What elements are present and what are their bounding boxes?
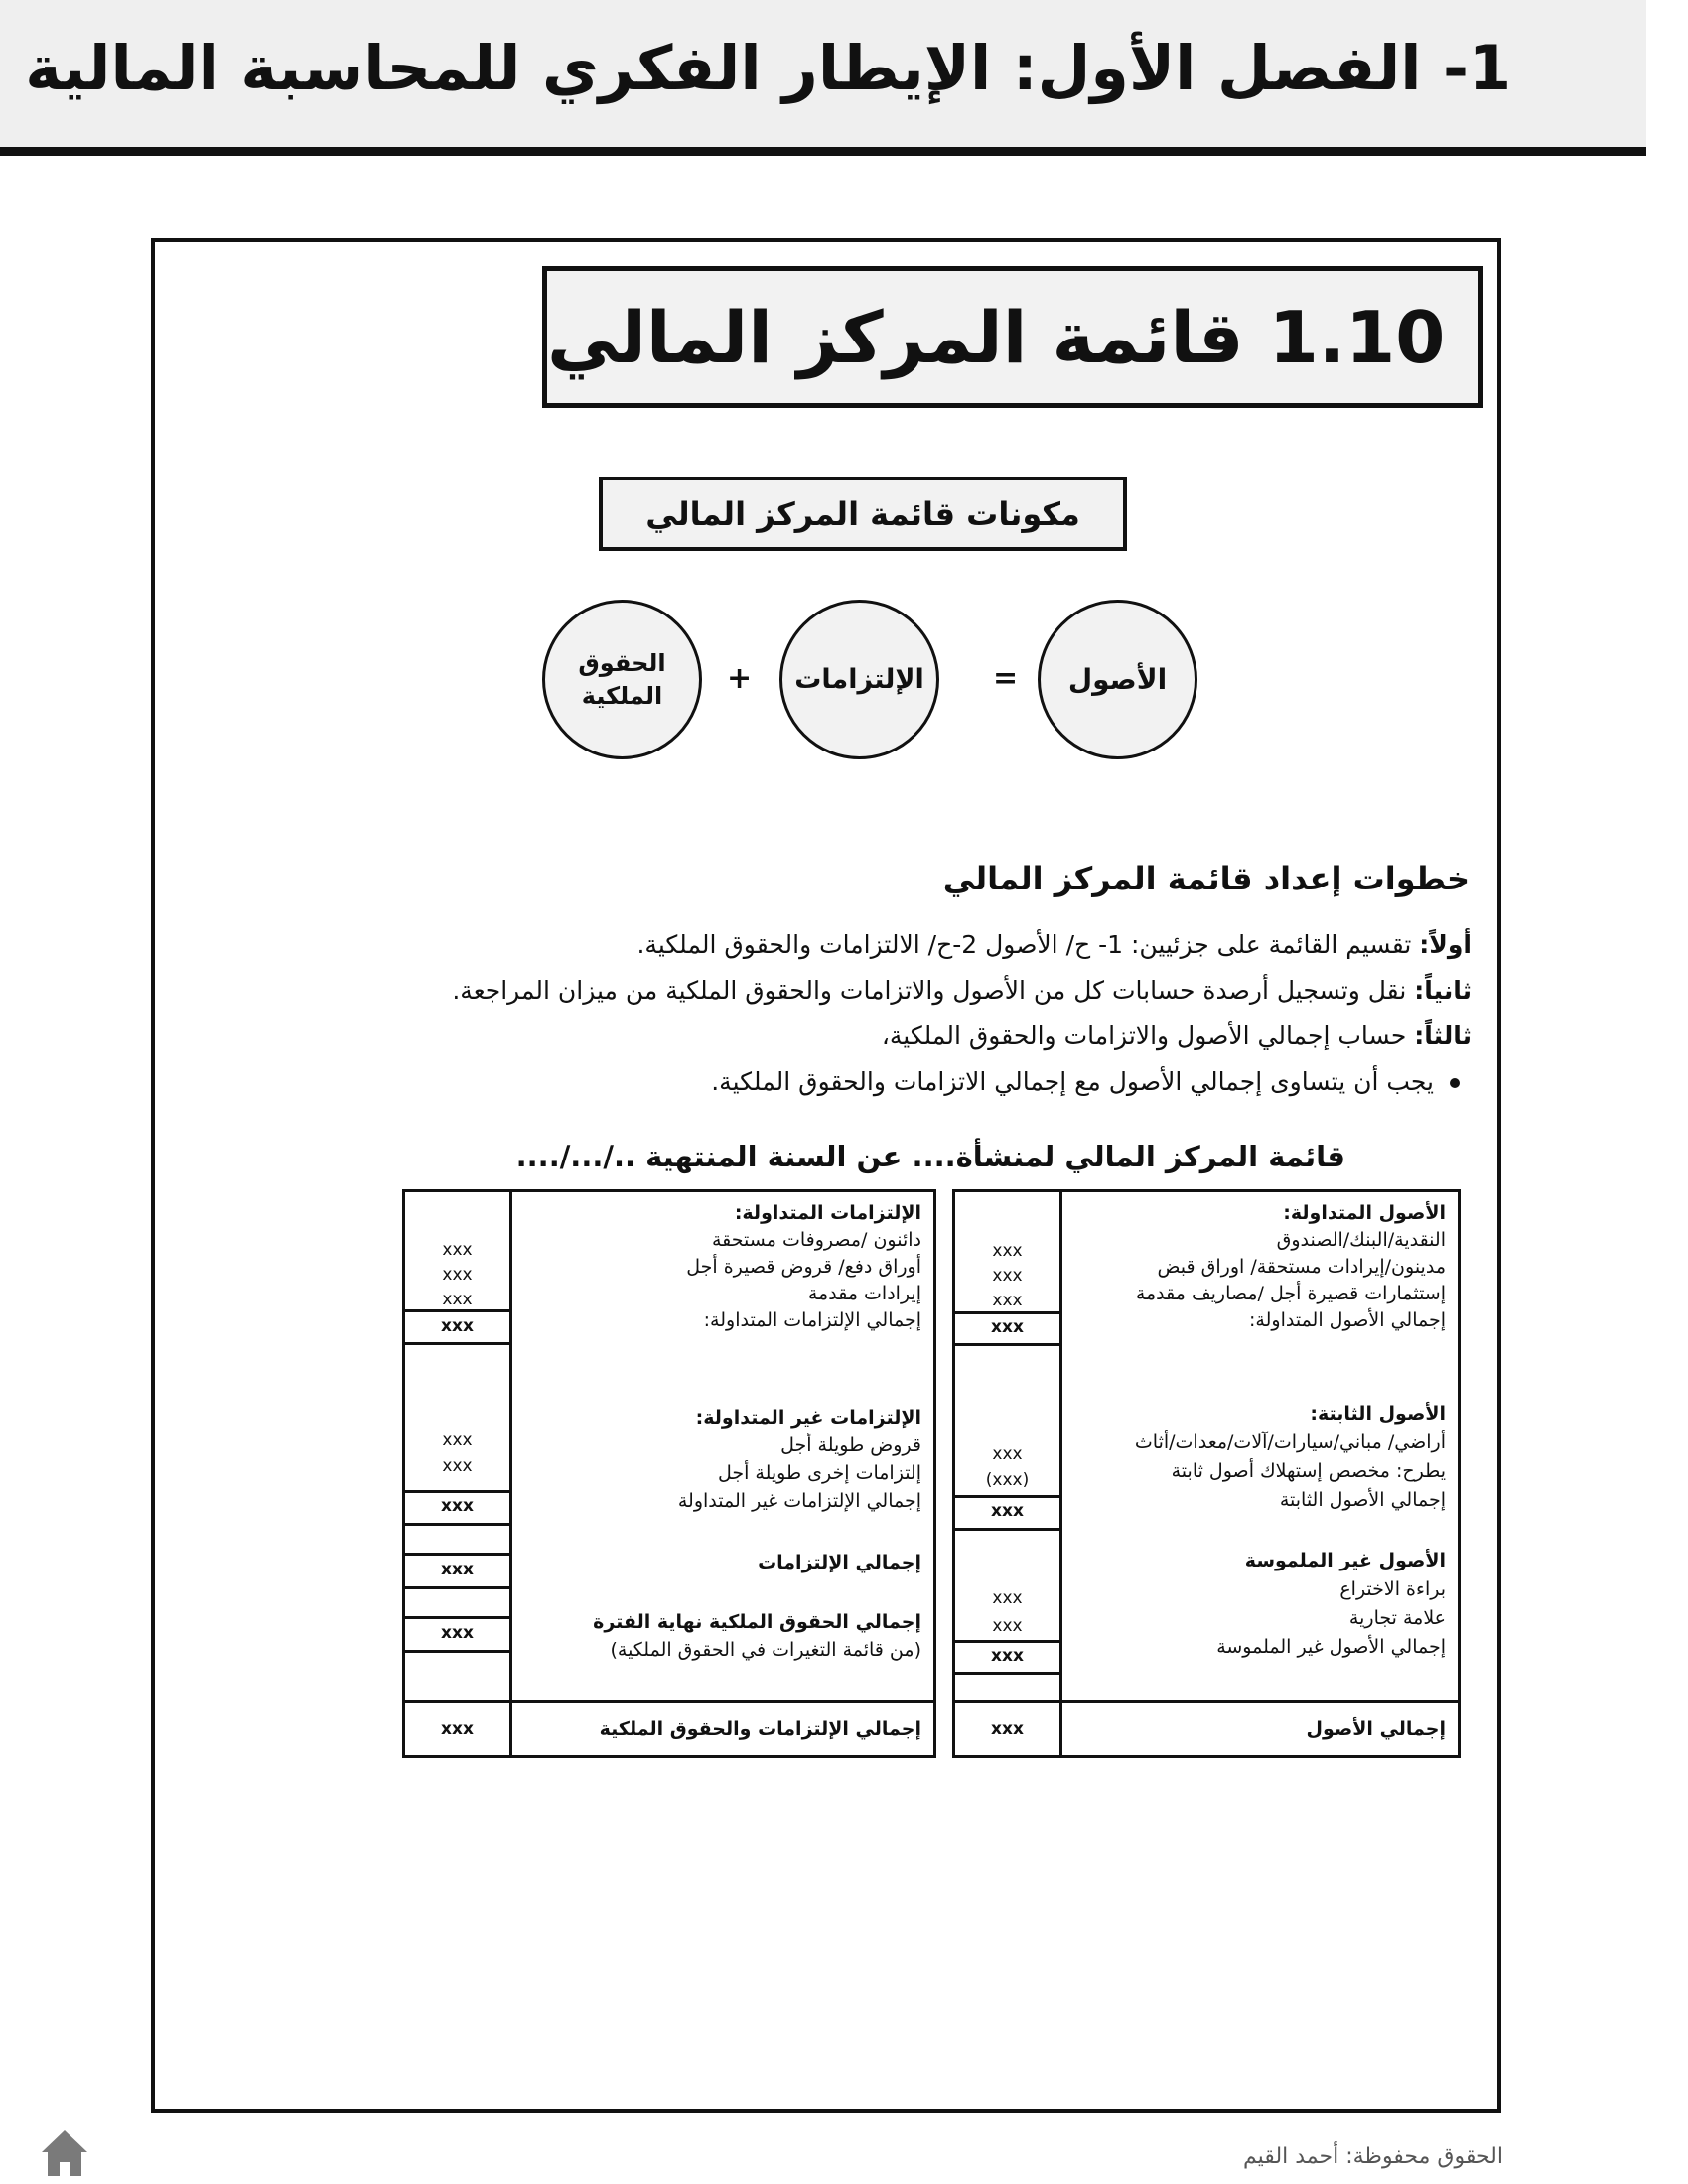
subtotal-line (955, 1495, 1059, 1498)
assets-fixed-value: (xxx) (985, 1470, 1030, 1490)
assets-intangible-item: علامة تجارية (1348, 1607, 1446, 1629)
equity-total-value: xxx (441, 1623, 474, 1643)
subtotal-line (405, 1586, 509, 1589)
equity-circle (542, 600, 702, 759)
bullet-icon (1450, 1078, 1460, 1088)
assets-current-item: مدينون/إيرادات مستحقة/ اوراق قبض (1157, 1256, 1446, 1278)
liab-current-total-value: xxx (441, 1316, 474, 1336)
total-liabilities-value: xxx (441, 1560, 474, 1579)
liab-current-value: xxx (442, 1265, 473, 1285)
liab-grand-total-value: xxx (441, 1719, 474, 1739)
subtotal-line (955, 1343, 1059, 1346)
liab-noncurrent-total-value: xxx (441, 1496, 474, 1516)
liabilities-sheet (402, 1189, 936, 1758)
grand-total-line (955, 1700, 1458, 1703)
liab-noncurrent-total-label: إجمالي الإلتزامات غير المتداولة (677, 1490, 921, 1512)
subtotal-line (955, 1311, 1059, 1314)
subtotal-line (405, 1342, 509, 1345)
total-liabilities-label: إجمالي الإلتزامات (758, 1552, 921, 1573)
subtotal-line (955, 1528, 1059, 1531)
liab-current-item: أوراق دفع/ قروض قصيرة أجل (686, 1256, 921, 1278)
liab-noncurrent-item: إلتزامات إخرى طويلة أجل (717, 1462, 921, 1484)
assets-intangible-value: xxx (992, 1588, 1023, 1608)
liab-grand-total-label: إجمالي الإلتزامات والحقوق الملكية (599, 1718, 921, 1740)
plus-sign: + (727, 661, 753, 696)
assets-fixed-total-value: xxx (991, 1501, 1024, 1521)
section-title-box (542, 266, 1483, 408)
subtotal-line (955, 1672, 1059, 1675)
liab-current-heading: الإلتزامات المتداولة: (734, 1202, 921, 1224)
assets-current-value: xxx (992, 1291, 1023, 1310)
step-bullet (711, 1067, 1460, 1096)
liab-noncurrent-value: xxx (442, 1456, 473, 1476)
step-third (882, 1022, 1472, 1050)
liab-noncurrent-value: xxx (442, 1431, 473, 1450)
subtotal-line (405, 1523, 509, 1526)
step-third-text: حساب إجمالي الأصول والاتزامات والحقوق الملكية، (881, 1022, 1407, 1050)
equity-total-label: إجمالي الحقوق الملكية نهاية الفترة (593, 1611, 921, 1633)
liab-current-value: xxx (442, 1240, 473, 1260)
assets-sheet (952, 1189, 1461, 1758)
liab-noncurrent-heading: الإلتزامات غير المتداولة: (695, 1407, 921, 1429)
assets-intangible-total-label: إجمالي الأصول غير الملموسة (1216, 1636, 1446, 1658)
subtotal-line (955, 1640, 1059, 1643)
subtotal-line (405, 1650, 509, 1653)
subtotal-line (405, 1616, 509, 1619)
step-second-text: نقل وتسجيل أرصدة حسابات كل من الأصول والاتزامات والحقوق الملكية من ميزان المراجعة. (452, 976, 1407, 1005)
step-first-text: تقسيم القائمة على جزئيين: 1- ح/ الأصول 2-ح/ الالتزامات والحقوق الملكية. (636, 930, 1412, 959)
assets-circle (1038, 600, 1197, 759)
assets-fixed-heading: الأصول الثابتة: (1310, 1403, 1446, 1425)
liabilities-circle (779, 600, 939, 759)
assets-intangible-total-value: xxx (991, 1646, 1024, 1666)
assets-fixed-total-label: إجمالي الأصول الثابتة (1279, 1489, 1446, 1511)
assets-intangible-value: xxx (992, 1616, 1023, 1636)
liab-noncurrent-item: قروض طويلة أجل (780, 1434, 921, 1456)
assets-current-value: xxx (992, 1266, 1023, 1286)
assets-label: الأصول (1067, 663, 1168, 696)
assets-fixed-value: xxx (992, 1444, 1023, 1464)
assets-fixed-item: أراضي/ مباني/سيارات/آلات/معدات/أثاث (1134, 1432, 1446, 1453)
assets-current-item: إستثمارات قصيرة أجل /مصاريف مقدمة (1135, 1283, 1446, 1304)
step-second-label: ثانياً: (1414, 976, 1472, 1005)
equals-sign: = (993, 661, 1019, 696)
components-title-box (599, 477, 1127, 551)
liabilities-label: الإلتزامات (794, 664, 924, 695)
assets-current-heading: الأصول المتداولة: (1283, 1202, 1446, 1224)
steps-heading: خطوات إعداد قائمة المركز المالي (942, 860, 1470, 897)
assets-intangible-heading: الأصول غير الملموسة (1244, 1550, 1446, 1571)
assets-current-total-value: xxx (991, 1317, 1024, 1337)
assets-current-total-label: إجمالي الأصول المتداولة: (1249, 1309, 1446, 1331)
equity-label-line1: الحقوق (578, 649, 666, 678)
liab-current-value: xxx (442, 1290, 473, 1309)
subtotal-line (405, 1553, 509, 1556)
subtotal-line (405, 1309, 509, 1312)
liab-current-item: دائنون /مصروفات مستحقة (711, 1229, 921, 1251)
assets-grand-total-value: xxx (991, 1719, 1024, 1739)
assets-current-item: النقدية/البنك/الصندوق (1276, 1229, 1446, 1251)
step-third-label: ثالثاً: (1414, 1022, 1472, 1050)
step-first-label: أولاً: (1419, 930, 1472, 959)
section-title: 1.10 قائمة المركز المالي (547, 295, 1446, 379)
liab-current-item: إيرادات مقدمة (807, 1283, 921, 1304)
home-icon[interactable] (38, 2124, 91, 2184)
assets-grand-total-label: إجمالي الأصول (1306, 1718, 1446, 1740)
step-bullet-text: يجب أن يتساوى إجمالي الأصول مع إجمالي الاتزامات والحقوق الملكية. (711, 1067, 1434, 1096)
assets-intangible-item: براءة الاختراع (1339, 1578, 1446, 1600)
liab-current-total-label: إجمالي الإلتزامات المتداولة: (703, 1309, 921, 1331)
chapter-title: 1- الفصل الأول: الإيطار الفكري للمحاسبة المالية (25, 32, 1511, 104)
assets-fixed-item: يطرح: مخصص إستهلاك أصول ثابتة (1171, 1460, 1446, 1482)
footer-credit: الحقوق محفوظة: أحمد القيم (1243, 2144, 1503, 2169)
equity-label-line2: الملكية (581, 681, 663, 710)
subtotal-line (405, 1490, 509, 1493)
assets-current-value: xxx (992, 1241, 1023, 1261)
statement-title: قائمة المركز المالي لمنشأة.... عن السنة المنتهية ../.../.... (515, 1140, 1345, 1173)
equity-total-note: (من قائمة التغيرات في الحقوق الملكية) (610, 1639, 921, 1661)
step-second (452, 976, 1472, 1005)
components-title: مكونات قائمة المركز المالي (645, 494, 1080, 533)
grand-total-line (405, 1700, 933, 1703)
step-first (636, 930, 1472, 959)
